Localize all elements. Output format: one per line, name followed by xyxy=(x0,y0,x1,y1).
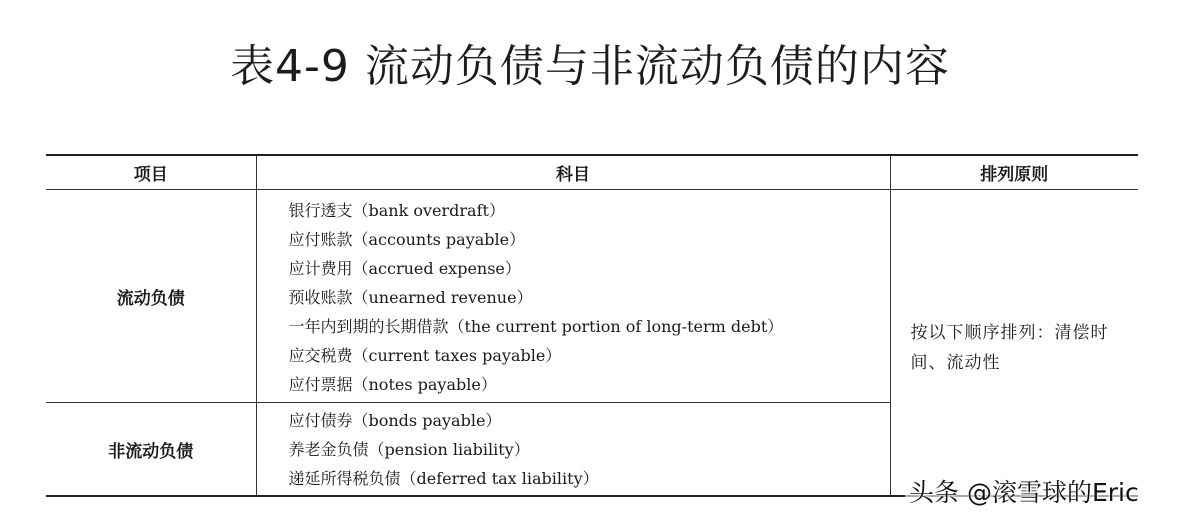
list-item: 银行透支（bank overdraft） xyxy=(288,201,505,220)
principle-cell: 按以下顺序排列：清偿时间、流动性 xyxy=(890,190,1138,496)
list-item: 预收账款（unearned revenue） xyxy=(288,288,533,307)
list-item: 一年内到期的长期借款（the current portion of long-term debt） xyxy=(288,317,784,336)
page-title: 表4-9 流动负债与非流动负债的内容 xyxy=(230,41,950,92)
list-item: 应付账款（accounts payable） xyxy=(288,230,526,249)
list-item: 应交税费（current taxes payable） xyxy=(288,346,562,365)
list-item: 应付债券（bonds payable） xyxy=(288,411,502,430)
header-principle: 排列原则 xyxy=(890,155,1138,190)
category-noncurrent-liabilities: 非流动负债 xyxy=(46,403,256,496)
accounts-current-liabilities xyxy=(256,190,890,403)
list-item: 养老金负债（pension liability） xyxy=(288,440,530,459)
header-category: 项目 xyxy=(46,155,256,190)
table-header-row xyxy=(46,155,1138,190)
header-accounts: 科目 xyxy=(256,155,890,190)
list-item: 递延所得税负债（deferred tax liability） xyxy=(288,469,599,488)
table-row-current-liabilities xyxy=(46,190,1138,403)
watermark: 头条 @滚雪球的Eric xyxy=(905,473,1143,509)
list-item: 应计费用（accrued expense） xyxy=(288,259,521,278)
liabilities-table xyxy=(46,154,1138,497)
accounts-noncurrent-liabilities xyxy=(256,403,890,496)
category-current-liabilities: 流动负债 xyxy=(116,288,185,309)
list-item: 应付票据（notes payable） xyxy=(288,375,497,394)
